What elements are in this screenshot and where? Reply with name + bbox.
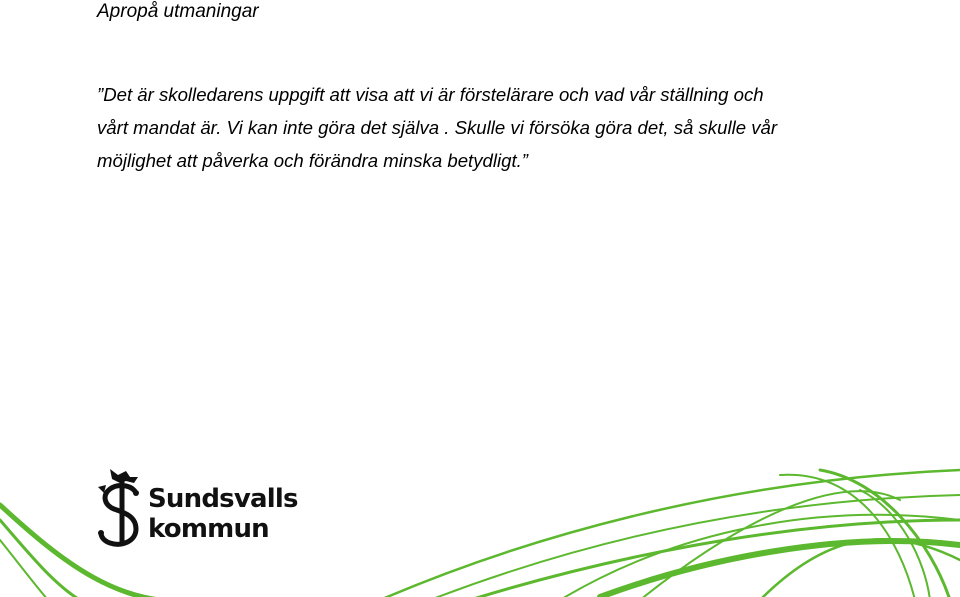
- sundsvalls-kommun-logo: [96, 467, 306, 549]
- wave-line: [780, 475, 915, 597]
- quote-block: [97, 78, 897, 177]
- sundsvall-dragon-s-icon: [96, 467, 146, 549]
- quote-line: vårt mandat är. Vi kan inte göra det själva . Skulle vi försöka göra det, så skulle vår: [97, 117, 778, 138]
- logo-line-2: kommun: [148, 514, 269, 544]
- quote-line: möjlighet att påverka och förändra minska betydligt.”: [97, 150, 528, 171]
- logo-line-1: Sundsvalls: [148, 484, 298, 514]
- page-heading: Apropå utmaningar: [97, 1, 259, 22]
- quote-line: ”Det är skolledarens uppgift att visa att vi är förstelärare och vad vår ställning och: [97, 84, 764, 105]
- wave-line: [820, 470, 950, 597]
- logo-wordmark: [148, 484, 298, 544]
